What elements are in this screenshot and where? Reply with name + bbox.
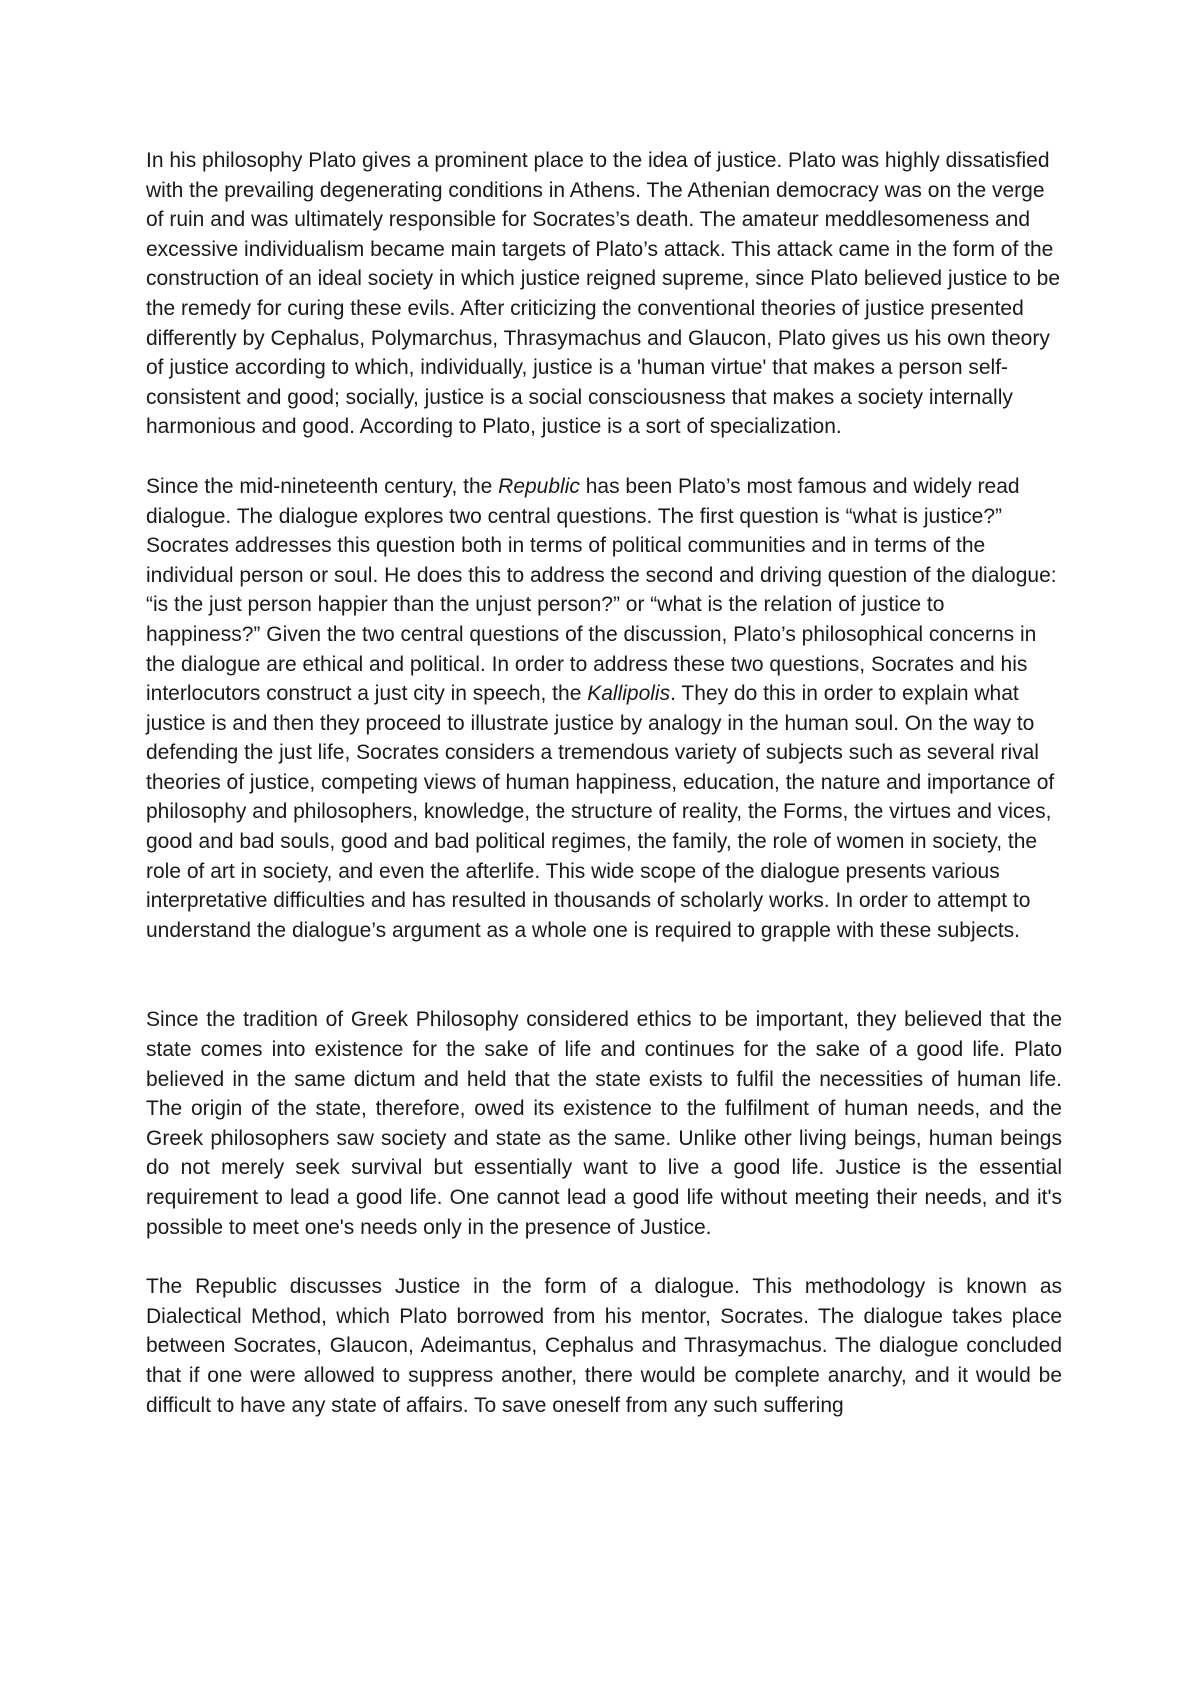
paragraph-republic-dialogue [146, 472, 1062, 946]
italic-title-republic: Republic [498, 474, 580, 498]
paragraph-dialectical-method [146, 1272, 1062, 1420]
italic-term-kallipolis: Kallipolis [587, 682, 671, 706]
paragraph-text: has been Plato’s most famous and widely read dialogue. The dialogue explores two central questions. The first question is “what is justice?” Socrates addresses this question both in terms of political communities and in terms of the individual person or soul. He does this to address the second and driving question of the dialogue: “is the just person happier than the unjust person?” or “what is the relation of justice to happiness?” Given the two central questions of the discussion, Plato’s philosophical concerns in the dialogue are ethical and political. In order to address these two questions, Socrates and his interlocutors construct a just city in speech, the [146, 474, 1057, 706]
document-body [146, 146, 1062, 1450]
paragraph-text: Since the tradition of Greek Philosophy considered ethics to be important, they believed that the state comes into existence for the sake of life and continues for the sake of a good life. Plato believed in the same dictum and held that the state exists to fulfil the necessities of human life. The origin of the state, therefore, owed its existence to the fulfilment of human needs, and the Greek philosophers saw society and state as the same. Unlike other living beings, human beings do not merely seek survival but essentially want to live a good life. Justice is the essential requirement to lead a good life. One cannot lead a good life without meeting their needs, and it's possible to meet one's needs only in the presence of Justice. [146, 1008, 1062, 1239]
paragraph-text: The Republic discusses Justice in the form of a dialogue. This methodology is known as Dialectical Method, which Plato borrowed from his mentor, Socrates. The dialogue takes place between Socrates, Glaucon, Adeimantus, Cephalus and Thrasymachus. The dialogue concluded that if one were allowed to suppress another, there would be complete anarchy, and it would be difficult to have any state of affairs. To save oneself from any such suffering [146, 1275, 1062, 1417]
paragraph-text: In his philosophy Plato gives a prominent place to the idea of justice. Plato was highly dissatisfied with the prevailing degenerating conditions in Athens. The Athenian democracy was on the verge of ruin and was ultimately responsible for Socrates’s death. The amateur meddlesomeness and excessive individualism became main targets of Plato’s attack. This attack came in the form of the construction of an ideal society in which justice reigned supreme, since Plato believed justice to be the remedy for curing these evils. After criticizing the conventional theories of justice presented differently by Cephalus, Polymarchus, Thrasymachus and Glaucon, Plato gives us his own theory of justice according to which, individually, justice is a 'human virtue' that makes a person self-consistent and good; socially, justice is a social consciousness that makes a society internally harmonious and good. According to Plato, justice is a sort of specialization. [146, 149, 1061, 439]
paragraph-greek-philosophy [146, 1005, 1062, 1242]
paragraph-text: Since the mid-nineteenth century, the [146, 474, 499, 498]
paragraph-plato-justice [146, 146, 1062, 442]
paragraph-text: . They do this in order to explain what justice is and then they proceed to illustrate justice by analogy in the human soul. On the way to defending the just life, Socrates considers a tremendous variety of subjects such as several rival theories of justice, competing views of human happiness, education, the nature and importance of philosophy and philosophers, knowledge, the structure of reality, the Forms, the virtues and vices, good and bad souls, good and bad political regimes, the family, the role of women in society, the role of art in society, and even the afterlife. This wide scope of the dialogue presents various interpretative difficulties and has resulted in thousands of scholarly works. In order to attempt to understand the dialogue’s argument as a whole one is required to grapple with these subjects. [146, 682, 1055, 942]
